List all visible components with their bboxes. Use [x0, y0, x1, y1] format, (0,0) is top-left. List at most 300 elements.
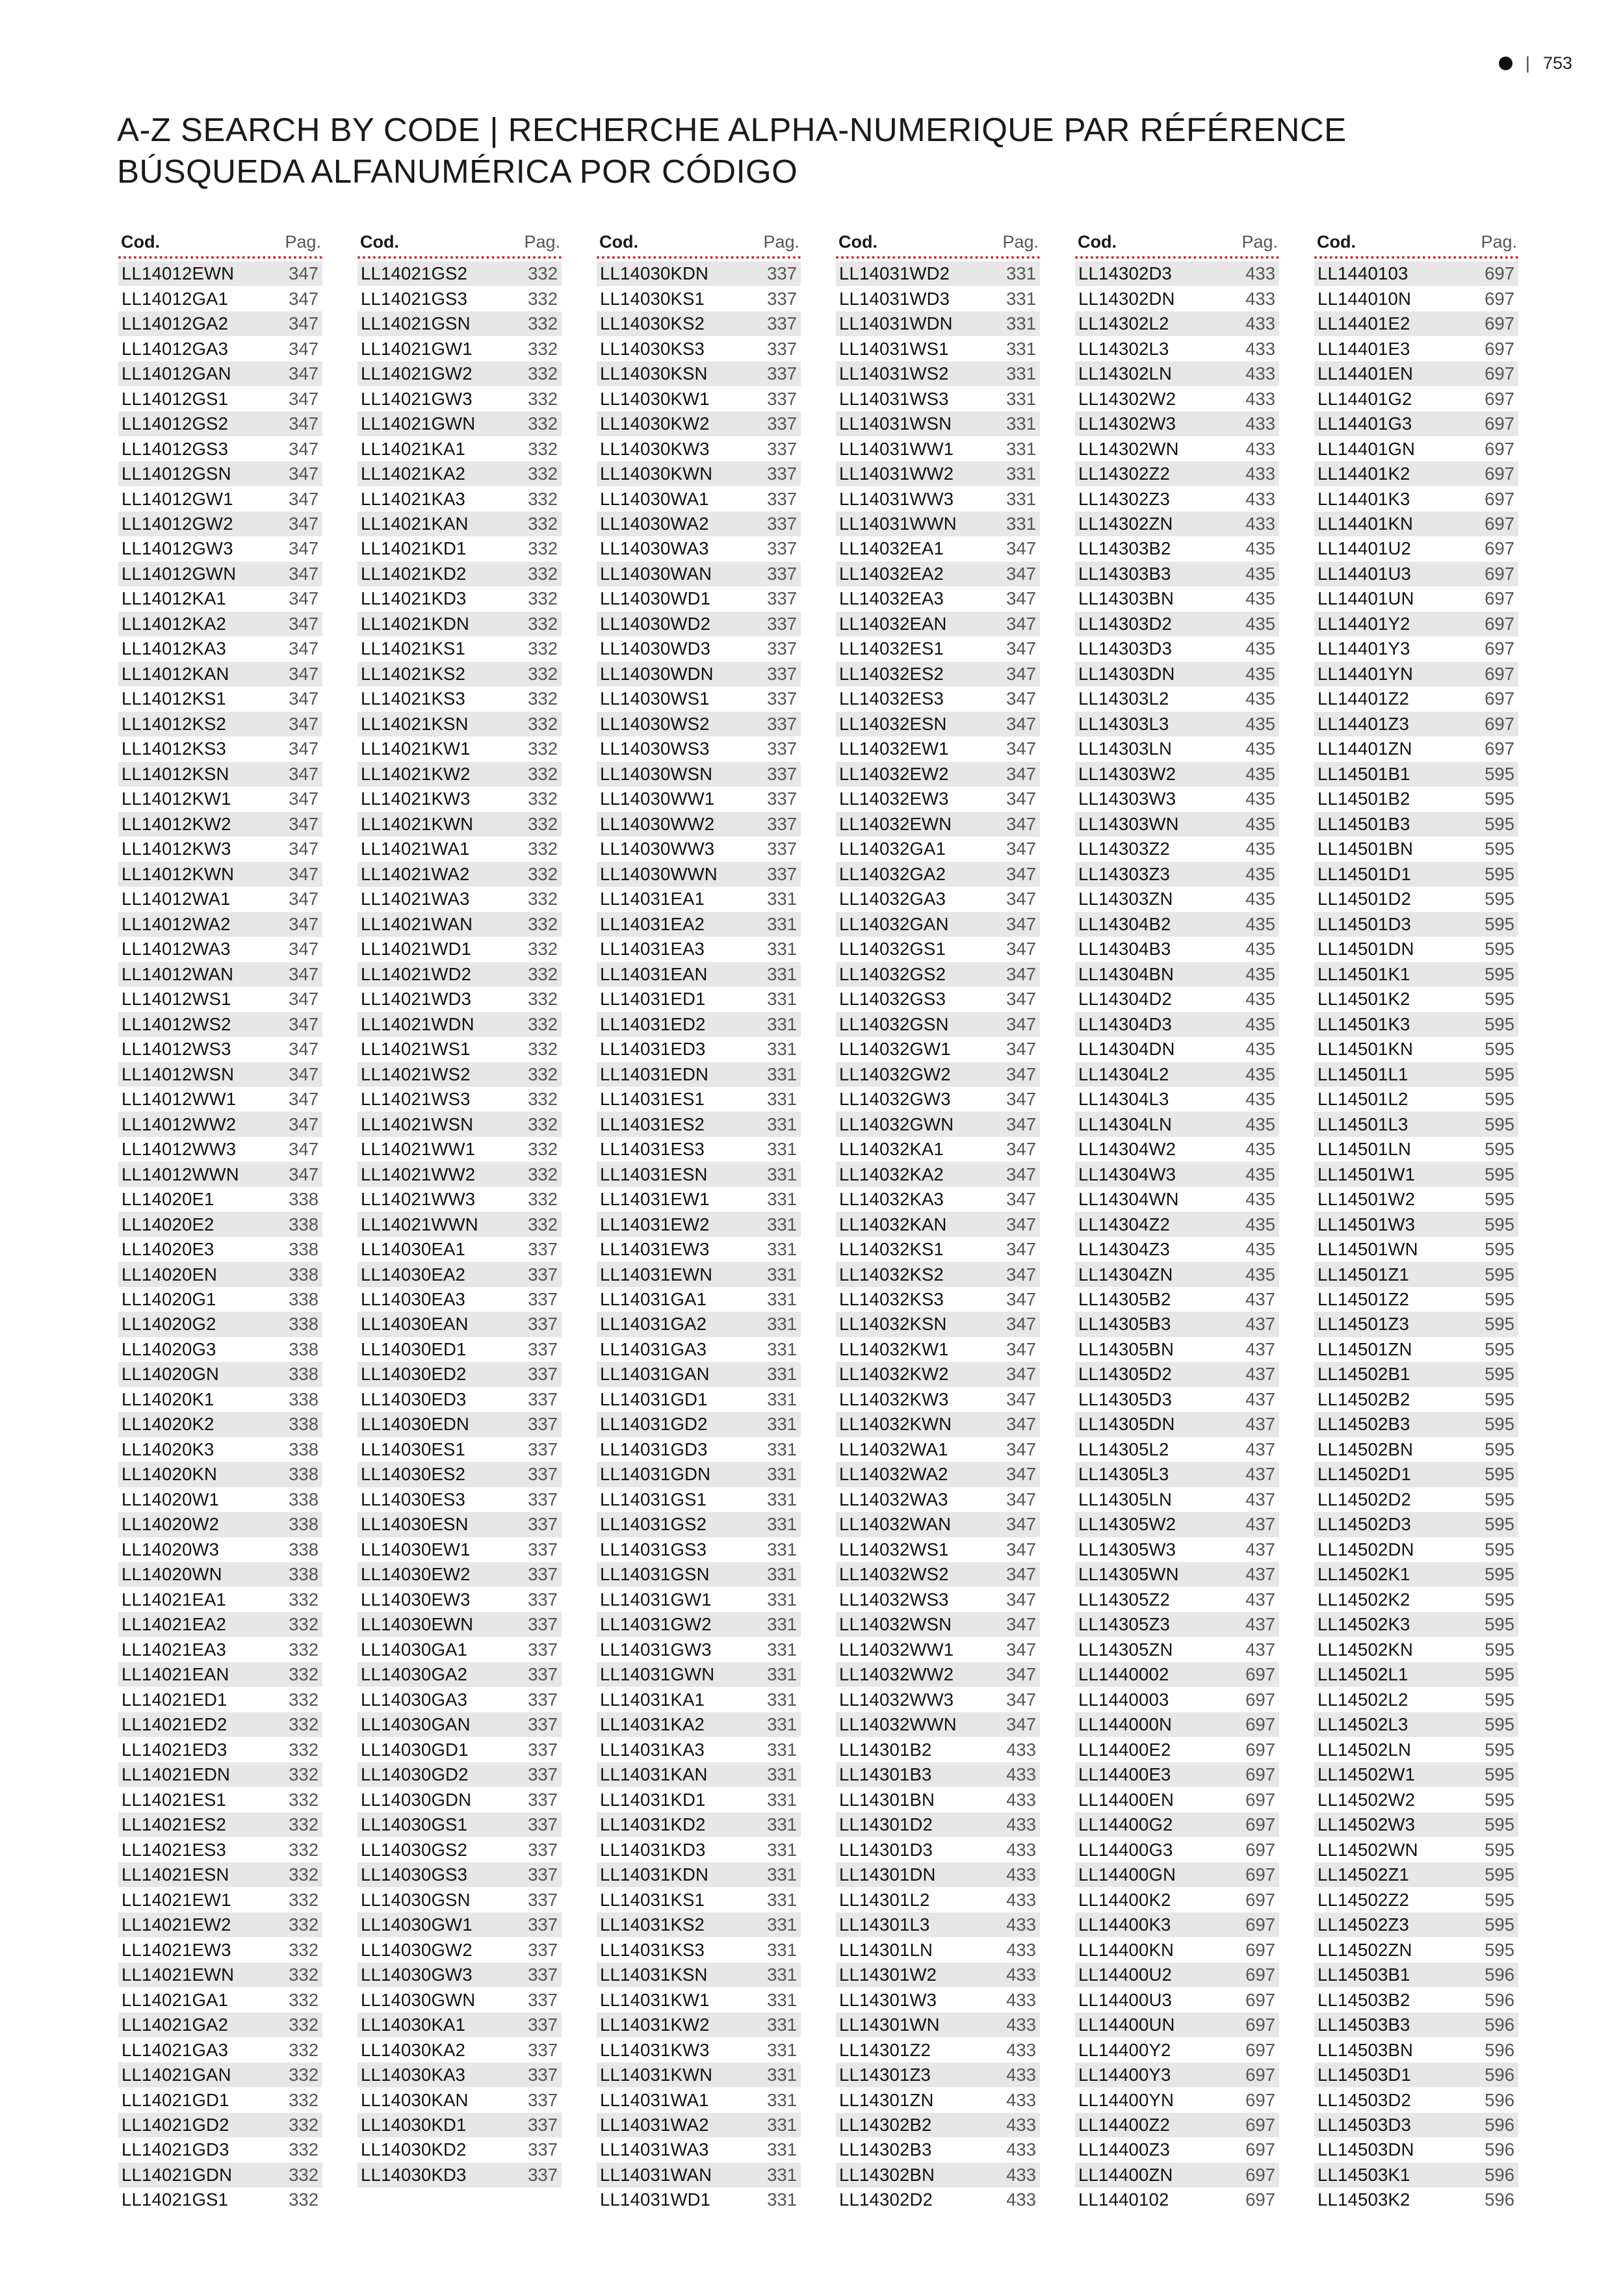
page-ref: 331: [767, 1689, 797, 1710]
page-ref: 433: [1006, 1739, 1036, 1760]
product-code: LL14021KSN: [361, 713, 469, 734]
page-ref: 433: [1006, 1789, 1036, 1810]
index-row: [1314, 1462, 1518, 1487]
page-ref: 595: [1485, 1364, 1514, 1385]
index-row: [836, 987, 1040, 1011]
product-code: LL14020E2: [122, 1214, 214, 1234]
page-ref: 338: [289, 1464, 318, 1485]
product-code: LL14501D1: [1318, 863, 1412, 884]
page-ref: 697: [1245, 1839, 1275, 1860]
page-ref: 595: [1485, 1464, 1514, 1485]
page-ref: 697: [1485, 338, 1514, 359]
page-ref: 697: [1245, 2039, 1275, 2060]
product-code: LL14021EA3: [122, 1639, 227, 1660]
index-column: [118, 228, 322, 2213]
product-code: LL14032GS1: [839, 939, 946, 959]
index-row: [357, 1512, 562, 1537]
product-code: LL14021GDN: [122, 2164, 233, 2185]
product-code: LL1440103: [1318, 263, 1409, 284]
page-ref: 596: [1485, 2114, 1514, 2135]
page-ref: 433: [1006, 1864, 1036, 1885]
product-code: LL14503D3: [1318, 2114, 1412, 2135]
index-row: [357, 636, 562, 661]
index-row: [118, 686, 322, 711]
index-row: [357, 2037, 562, 2062]
product-code: LL1440003: [1078, 1689, 1169, 1710]
product-code: LL14030ES1: [361, 1439, 466, 1459]
index-row: [836, 311, 1040, 336]
index-row: [836, 1738, 1040, 1762]
index-row: [597, 286, 801, 311]
page-ref: 435: [1245, 1264, 1275, 1285]
page-ref: 347: [1006, 663, 1036, 684]
product-code: LL14012KS3: [122, 738, 227, 759]
product-code: LL14012GA2: [122, 313, 229, 334]
index-row: [1075, 436, 1279, 461]
index-row: [118, 862, 322, 887]
product-code: LL14030WWN: [600, 863, 718, 884]
product-code: LL14031EA1: [600, 889, 705, 909]
title-line-2: BÚSQUEDA ALFANUMÉRICA POR CÓDIGO: [117, 153, 798, 190]
product-code: LL14032KA2: [839, 1164, 944, 1184]
index-row: [118, 261, 322, 286]
product-code: LL14400Y2: [1078, 2039, 1171, 2060]
index-row: [118, 1487, 322, 1512]
index-row: [597, 336, 801, 361]
index-row: [836, 1287, 1040, 1312]
index-row: [597, 1612, 801, 1637]
page-ref: 347: [1006, 1639, 1036, 1660]
index-column: [357, 228, 562, 2213]
page-ref: 596: [1485, 2139, 1514, 2160]
product-code: LL14401YN: [1318, 663, 1414, 684]
index-row: [597, 686, 801, 711]
product-code: LL14501K2: [1318, 989, 1410, 1010]
page-ref: 347: [1006, 1539, 1036, 1559]
index-column: [1314, 228, 1518, 2213]
index-row: [118, 1287, 322, 1312]
page-ref: 435: [1245, 763, 1275, 784]
product-code: LL14032KW2: [839, 1364, 949, 1385]
page-ref: 337: [528, 1839, 558, 1860]
page-ref: 347: [289, 263, 318, 284]
page-ref: 332: [289, 1914, 318, 1935]
index-row: [1314, 2063, 1518, 2087]
page-ref: 331: [767, 2015, 797, 2035]
index-row: [836, 862, 1040, 887]
product-code: LL14400E3: [1078, 1764, 1171, 1785]
index-row: [1075, 1738, 1279, 1762]
page-ref: 338: [289, 1214, 318, 1234]
product-code: LL14031KD2: [600, 1814, 706, 1835]
page-ref: 332: [528, 889, 558, 909]
index-row: [597, 1738, 801, 1762]
index-row: [118, 1137, 322, 1162]
index-row: [1075, 1612, 1279, 1637]
index-row: [1314, 1012, 1518, 1037]
index-row: [836, 261, 1040, 286]
product-code: LL14303D2: [1078, 613, 1173, 634]
page-ref: 595: [1485, 913, 1514, 934]
index-row: [597, 1237, 801, 1262]
index-row: [597, 912, 801, 937]
product-code: LL14012WWN: [122, 1164, 239, 1184]
index-row: [1314, 1187, 1518, 1212]
product-code: LL14012WAN: [122, 963, 234, 984]
page-ref: 435: [1245, 889, 1275, 909]
page-ref: 437: [1245, 1364, 1275, 1385]
index-column: [1075, 228, 1279, 2213]
index-row: [118, 1437, 322, 1462]
product-code: LL14030GW1: [361, 1914, 473, 1935]
product-code: LL14032EA3: [839, 588, 944, 609]
product-code: LL14031GS1: [600, 1489, 707, 1509]
index-row: [1075, 2187, 1279, 2212]
page-ref: 596: [1485, 2189, 1514, 2210]
index-row: [357, 436, 562, 461]
page-ref: 697: [1485, 313, 1514, 334]
page-ref: 347: [1006, 889, 1036, 909]
product-code: LL14401Y2: [1318, 613, 1410, 634]
page-ref: 337: [528, 1639, 558, 1660]
page-ref: 595: [1485, 1639, 1514, 1660]
page-ref: 433: [1245, 413, 1275, 434]
product-code: LL14303L2: [1078, 688, 1169, 709]
page-ref: 435: [1245, 738, 1275, 759]
index-row: [597, 1462, 801, 1487]
index-row: [118, 2087, 322, 2112]
index-row: [1075, 361, 1279, 386]
page-ref: 332: [289, 1789, 318, 1810]
product-code: LL14304L2: [1078, 1063, 1169, 1084]
product-code: LL14304W2: [1078, 1139, 1176, 1160]
page-ref: 332: [528, 1139, 558, 1160]
product-code: LL14400Y3: [1078, 2065, 1171, 2085]
index-row: [357, 1812, 562, 1837]
page-ref: 332: [289, 1989, 318, 2010]
page-ref: 347: [1006, 688, 1036, 709]
product-code: LL14032KW3: [839, 1389, 949, 1409]
index-row: [597, 812, 801, 837]
page-ref: 331: [767, 2089, 797, 2110]
index-row: [1314, 2087, 1518, 2112]
product-code: LL14501K3: [1318, 1013, 1410, 1034]
index-row: [597, 2187, 801, 2212]
index-row: [1075, 512, 1279, 536]
index-row: [118, 1537, 322, 1562]
index-row: [357, 1712, 562, 1737]
index-row: [357, 862, 562, 887]
product-code: LL14030KA1: [361, 2015, 466, 2035]
product-code: LL14502ZN: [1318, 1939, 1412, 1960]
index-row: [118, 1712, 322, 1737]
page-ref: 332: [289, 1889, 318, 1910]
product-code: LL14303B3: [1078, 563, 1171, 584]
index-row: [836, 512, 1040, 536]
product-code: LL14501Z1: [1318, 1264, 1409, 1285]
product-code: LL14031GA1: [600, 1289, 707, 1309]
index-row: [836, 2187, 1040, 2212]
index-row: [118, 436, 322, 461]
index-row: [1075, 2137, 1279, 2162]
index-row: [1075, 662, 1279, 686]
page-ref: 347: [1006, 963, 1036, 984]
product-code: LL14030WW1: [600, 789, 715, 809]
index-row: [357, 361, 562, 386]
index-row: [118, 812, 322, 837]
index-row: [357, 462, 562, 486]
page-ref: 595: [1485, 1189, 1514, 1210]
product-code: LL14021WD2: [361, 963, 472, 984]
index-row: [597, 562, 801, 586]
product-code: LL14032EW1: [839, 738, 949, 759]
page-ref: 347: [289, 588, 318, 609]
index-row: [118, 612, 322, 636]
page-ref: 433: [1245, 363, 1275, 384]
page-ref: 331: [767, 1489, 797, 1509]
page-ref: 697: [1485, 488, 1514, 509]
product-code: LL14032GSN: [839, 1013, 949, 1034]
product-code: LL14030EDN: [361, 1414, 470, 1435]
index-row: [597, 361, 801, 386]
product-code: LL14302B2: [839, 2114, 932, 2135]
index-row: [118, 1162, 322, 1186]
product-code: LL14503D1: [1318, 2065, 1412, 2085]
product-code: LL14030KW3: [600, 438, 710, 459]
index-row: [597, 1537, 801, 1562]
index-row: [357, 1337, 562, 1362]
product-code: LL14012GA1: [122, 288, 229, 309]
product-code: LL14021KW1: [361, 738, 471, 759]
page-ref: 437: [1245, 1639, 1275, 1660]
page-ref: 347: [289, 763, 318, 784]
index-row: [597, 636, 801, 661]
product-code: LL14501L1: [1318, 1063, 1409, 1084]
product-code: LL14032WA1: [839, 1439, 948, 1459]
header-code-label: Cod.: [838, 231, 877, 252]
product-code: LL14501D2: [1318, 889, 1412, 909]
index-row: [1075, 987, 1279, 1011]
page-ref: 332: [528, 1114, 558, 1134]
product-code: LL14021WD1: [361, 939, 472, 959]
header-code-label: Cod.: [1078, 231, 1117, 252]
page-ref: 347: [289, 663, 318, 684]
index-row: [357, 662, 562, 686]
index-row: [1314, 1562, 1518, 1587]
product-code: LL14031KA2: [600, 1714, 705, 1735]
index-row: [1075, 586, 1279, 611]
index-row: [118, 562, 322, 586]
index-row: [1314, 1237, 1518, 1262]
index-row: [118, 1212, 322, 1236]
page-ref: 595: [1485, 1564, 1514, 1585]
product-code: LL14305Z2: [1078, 1589, 1170, 1610]
index-row: [1314, 1812, 1518, 1837]
product-code: LL14020W2: [122, 1514, 220, 1535]
index-row: [1075, 1562, 1279, 1587]
index-row: [836, 1562, 1040, 1587]
product-code: LL14304ZN: [1078, 1264, 1173, 1285]
page-ref: 332: [528, 939, 558, 959]
index-row: [118, 1963, 322, 1987]
index-row: [1075, 486, 1279, 511]
product-code: LL14031EWN: [600, 1264, 713, 1285]
page-ref: 595: [1485, 1439, 1514, 1459]
index-row: [597, 1512, 801, 1537]
product-code: LL14020W3: [122, 1539, 220, 1559]
product-code: LL14304Z2: [1078, 1214, 1170, 1234]
product-code: LL14032GW3: [839, 1089, 951, 1110]
index-row: [118, 311, 322, 336]
page-ref: 338: [289, 1189, 318, 1210]
page-ref: 332: [528, 688, 558, 709]
product-code: LL14021WAN: [361, 913, 473, 934]
product-code: LL14305D2: [1078, 1364, 1173, 1385]
product-code: LL14502D1: [1318, 1464, 1412, 1485]
product-code: LL14400E2: [1078, 1739, 1171, 1760]
index-row: [597, 1838, 801, 1862]
product-code: LL14012KA3: [122, 638, 227, 659]
page-ref: 338: [289, 1489, 318, 1509]
product-code: LL14501L3: [1318, 1114, 1409, 1134]
index-row: [357, 411, 562, 436]
page-ref: 331: [767, 1814, 797, 1835]
page-ref: 332: [528, 863, 558, 884]
page-ref: 437: [1245, 1389, 1275, 1409]
page-ref: 595: [1485, 1664, 1514, 1685]
index-row: [118, 1937, 322, 1962]
index-row: [118, 962, 322, 987]
page-ref: 331: [1006, 363, 1036, 384]
product-code: LL14031KW2: [600, 2015, 710, 2035]
page-ref: 435: [1245, 663, 1275, 684]
page-ref: 595: [1485, 1839, 1514, 1860]
product-code: LL14305W3: [1078, 1539, 1176, 1559]
product-code: LL14021KWN: [361, 813, 474, 834]
index-row: [1075, 1662, 1279, 1687]
product-code: LL14303W3: [1078, 789, 1176, 809]
product-code: LL14502B1: [1318, 1364, 1410, 1385]
product-code: LL14301L2: [839, 1889, 930, 1910]
page-ref: 697: [1485, 613, 1514, 634]
product-code: LL14304D2: [1078, 989, 1173, 1010]
product-code: LL14401K2: [1318, 463, 1410, 484]
product-code: LL14305L3: [1078, 1464, 1169, 1485]
product-code: LL14032EA1: [839, 538, 944, 559]
product-code: LL14021GWN: [361, 413, 476, 434]
page-ref: 595: [1485, 1939, 1514, 1960]
product-code: LL14030GS1: [361, 1814, 468, 1835]
product-code: LL14030KA2: [361, 2039, 466, 2060]
product-code: LL14031KD3: [600, 1839, 706, 1860]
page-ref: 347: [1006, 1264, 1036, 1285]
index-row: [357, 1912, 562, 1937]
index-row: [357, 536, 562, 561]
page-ref: 347: [1006, 613, 1036, 634]
page-ref: 331: [767, 1564, 797, 1585]
index-row: [1075, 1212, 1279, 1236]
product-code: LL14032GA3: [839, 889, 946, 909]
page-ref: 697: [1245, 2114, 1275, 2135]
product-code: LL14031ES2: [600, 1114, 705, 1134]
index-row: [836, 1237, 1040, 1262]
product-code: LL14303L3: [1078, 713, 1169, 734]
index-row: [1314, 1963, 1518, 1987]
page-ref: 337: [767, 588, 797, 609]
page-ref: 697: [1485, 413, 1514, 434]
page-ref: 433: [1245, 313, 1275, 334]
product-code: LL14030KDN: [600, 263, 709, 284]
index-row: [1314, 1062, 1518, 1087]
index-row: [357, 1137, 562, 1162]
index-row: [836, 1912, 1040, 1937]
product-code: LL14012KS1: [122, 688, 227, 709]
product-code: LL14031GD2: [600, 1414, 708, 1435]
page-ref: 347: [1006, 588, 1036, 609]
page-ref: 433: [1006, 1764, 1036, 1785]
index-row: [836, 1788, 1040, 1812]
product-code: LL14032WA3: [839, 1489, 948, 1509]
page-ref: 437: [1245, 1464, 1275, 1485]
product-code: LL14400U3: [1078, 1989, 1173, 2010]
product-code: LL14502W1: [1318, 1764, 1416, 1785]
page-ref: 347: [289, 313, 318, 334]
product-code: LL14032ESN: [839, 713, 947, 734]
page-ref: 697: [1245, 1664, 1275, 1685]
index-row: [1314, 1912, 1518, 1937]
index-row: [597, 1037, 801, 1062]
product-code: LL14030WW2: [600, 813, 715, 834]
index-row: [357, 1312, 562, 1337]
product-code: LL14032ES1: [839, 638, 944, 659]
product-code: LL14501D3: [1318, 913, 1412, 934]
page-ref: 331: [767, 1214, 797, 1234]
index-row: [1314, 1512, 1518, 1537]
index-row: [597, 1337, 801, 1362]
index-row: [118, 2013, 322, 2037]
page-ref: 337: [767, 363, 797, 384]
index-row: [1075, 1062, 1279, 1087]
index-row: [118, 662, 322, 686]
separator: |: [1525, 53, 1530, 73]
index-row: [118, 411, 322, 436]
page-ref: 337: [767, 313, 797, 334]
page-ref: 332: [289, 1839, 318, 1860]
page-ref: 332: [528, 413, 558, 434]
index-row: [118, 2113, 322, 2137]
page-ref: 337: [767, 663, 797, 684]
page-ref: 433: [1006, 1839, 1036, 1860]
product-code: LL14030KD2: [361, 2139, 467, 2160]
index-row: [597, 762, 801, 787]
product-code: LL14030GA2: [361, 1664, 468, 1685]
index-row: [1075, 1537, 1279, 1562]
product-code: LL14301D3: [839, 1839, 933, 1860]
product-code: LL14501B2: [1318, 789, 1410, 809]
product-code: LL144010N: [1318, 288, 1412, 309]
page-ref: 337: [767, 288, 797, 309]
index-row: [836, 2037, 1040, 2062]
page-ref: 697: [1485, 563, 1514, 584]
product-code: LL14502D3: [1318, 1514, 1412, 1535]
page-ref: 332: [528, 1013, 558, 1034]
page-ref: 435: [1245, 989, 1275, 1010]
page-ref: 331: [767, 2164, 797, 2185]
index-row: [357, 2113, 562, 2137]
product-code: LL14021EA1: [122, 1589, 227, 1610]
product-code: LL14032GA2: [839, 863, 946, 884]
product-code: LL14030EW1: [361, 1539, 471, 1559]
